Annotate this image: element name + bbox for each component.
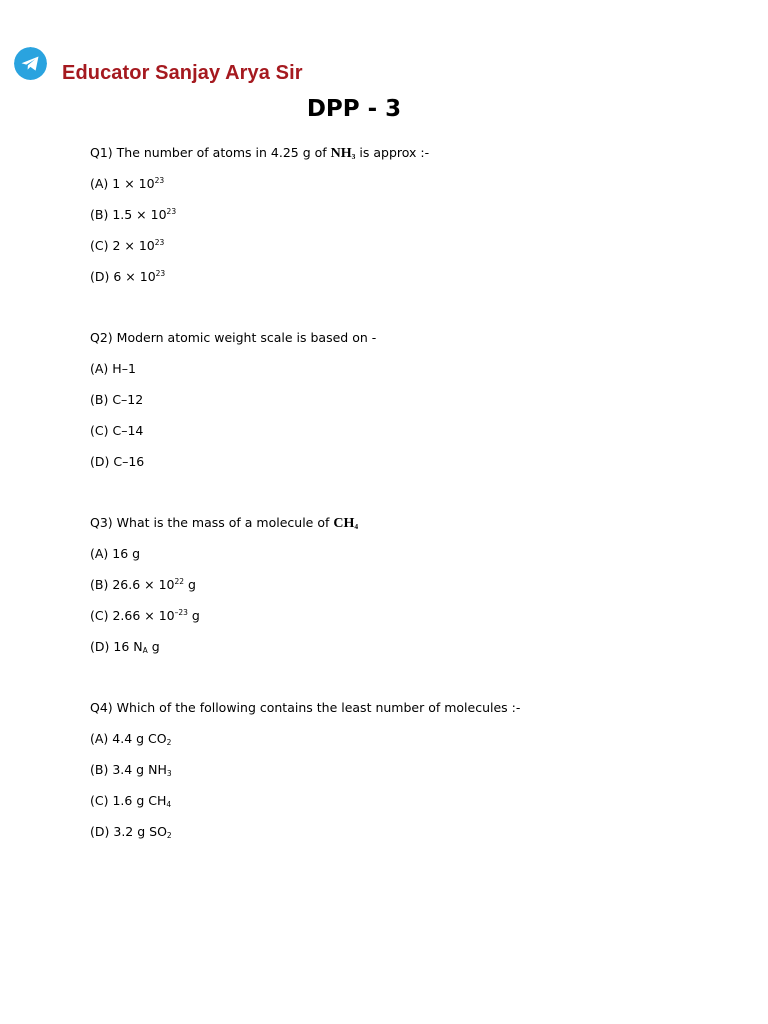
question-3-text	[90, 510, 730, 541]
formula-base: CH	[333, 516, 355, 531]
telegram-icon[interactable]	[14, 47, 47, 80]
formula	[331, 146, 356, 161]
question-4-text	[90, 695, 730, 726]
option-subscript: A	[142, 646, 148, 655]
option-value: C–16	[113, 454, 145, 469]
option-d[interactable]	[90, 634, 730, 665]
option-subscript: 4	[166, 800, 172, 809]
option-exponent: 22	[174, 577, 185, 586]
option-c[interactable]	[90, 418, 730, 449]
option-b[interactable]	[90, 572, 730, 603]
option-c[interactable]	[90, 788, 730, 819]
question-text: What is the mass of a molecule of	[116, 515, 330, 530]
formula-base: NH	[330, 146, 352, 161]
question-list	[90, 140, 730, 880]
option-exponent: 23	[154, 176, 165, 185]
option-label: (C)	[90, 793, 109, 808]
option-a[interactable]	[90, 356, 730, 387]
option-unit: g	[191, 608, 200, 623]
option-label: (B)	[90, 392, 109, 407]
option-value: C–14	[112, 423, 144, 438]
brand-name: Educator Sanjay Arya Sir	[62, 62, 303, 84]
option-value: 1.5 × 10	[112, 207, 167, 222]
option-label: (A)	[90, 731, 109, 746]
option-value: 16 g	[112, 546, 141, 561]
question-2-text	[90, 325, 730, 356]
option-value: 26.6 × 10	[112, 577, 175, 592]
formula-subscript: 4	[354, 522, 359, 531]
option-value: 2.66 × 10	[112, 608, 175, 623]
question-text-tail: is approx :-	[359, 145, 430, 160]
formula-subscript: 3	[351, 152, 356, 161]
question-number: Q2)	[90, 330, 113, 345]
option-a[interactable]	[90, 726, 730, 757]
option-c[interactable]	[90, 233, 730, 264]
question-1	[90, 140, 730, 295]
question-text: The number of atoms in 4.25 g of	[116, 145, 327, 160]
option-label: (D)	[90, 269, 110, 284]
option-label: (B)	[90, 207, 109, 222]
option-value: 3.2 g SO	[113, 824, 167, 839]
option-value: 3.4 g NH	[112, 762, 167, 777]
question-4	[90, 695, 730, 850]
option-value: 2 × 10	[112, 238, 155, 253]
option-unit: g	[151, 639, 160, 654]
option-d[interactable]	[90, 819, 730, 850]
option-label: (D)	[90, 824, 110, 839]
option-label: (C)	[90, 608, 109, 623]
option-label: (A)	[90, 361, 109, 376]
option-d[interactable]	[90, 449, 730, 480]
question-number: Q1)	[90, 145, 113, 160]
option-subscript: 2	[166, 738, 172, 747]
option-b[interactable]	[90, 202, 730, 233]
option-d[interactable]	[90, 264, 730, 295]
option-value: H–1	[112, 361, 136, 376]
option-exponent: 23	[154, 238, 165, 247]
question-number: Q4)	[90, 700, 113, 715]
option-b[interactable]	[90, 757, 730, 788]
option-c[interactable]	[90, 603, 730, 634]
option-a[interactable]	[90, 171, 730, 202]
option-subscript: 2	[166, 831, 172, 840]
option-value: 1 × 10	[112, 176, 155, 191]
option-label: (B)	[90, 577, 109, 592]
question-1-text	[90, 140, 730, 171]
question-text: Modern atomic weight scale is based on -	[116, 330, 377, 345]
option-value: 4.4 g CO	[112, 731, 167, 746]
option-label: (D)	[90, 639, 110, 654]
formula	[333, 516, 358, 531]
question-number: Q3)	[90, 515, 113, 530]
option-value: 1.6 g CH	[112, 793, 167, 808]
option-label: (A)	[90, 176, 109, 191]
option-a[interactable]	[90, 541, 730, 572]
question-3	[90, 510, 730, 665]
option-value: 16 N	[113, 639, 143, 654]
option-subscript: 3	[166, 769, 172, 778]
option-exponent: –23	[174, 608, 188, 617]
question-2	[90, 325, 730, 480]
option-label: (C)	[90, 423, 109, 438]
option-label: (D)	[90, 454, 110, 469]
option-b[interactable]	[90, 387, 730, 418]
page-title: DPP - 3	[306, 96, 402, 122]
option-value: 6 × 10	[113, 269, 156, 284]
option-exponent: 23	[155, 269, 166, 278]
option-value: C–12	[112, 392, 144, 407]
option-label: (C)	[90, 238, 109, 253]
option-exponent: 23	[166, 207, 177, 216]
option-label: (A)	[90, 546, 109, 561]
option-label: (B)	[90, 762, 109, 777]
question-text: Which of the following contains the least number of molecules :-	[116, 700, 521, 715]
option-unit: g	[188, 577, 196, 592]
